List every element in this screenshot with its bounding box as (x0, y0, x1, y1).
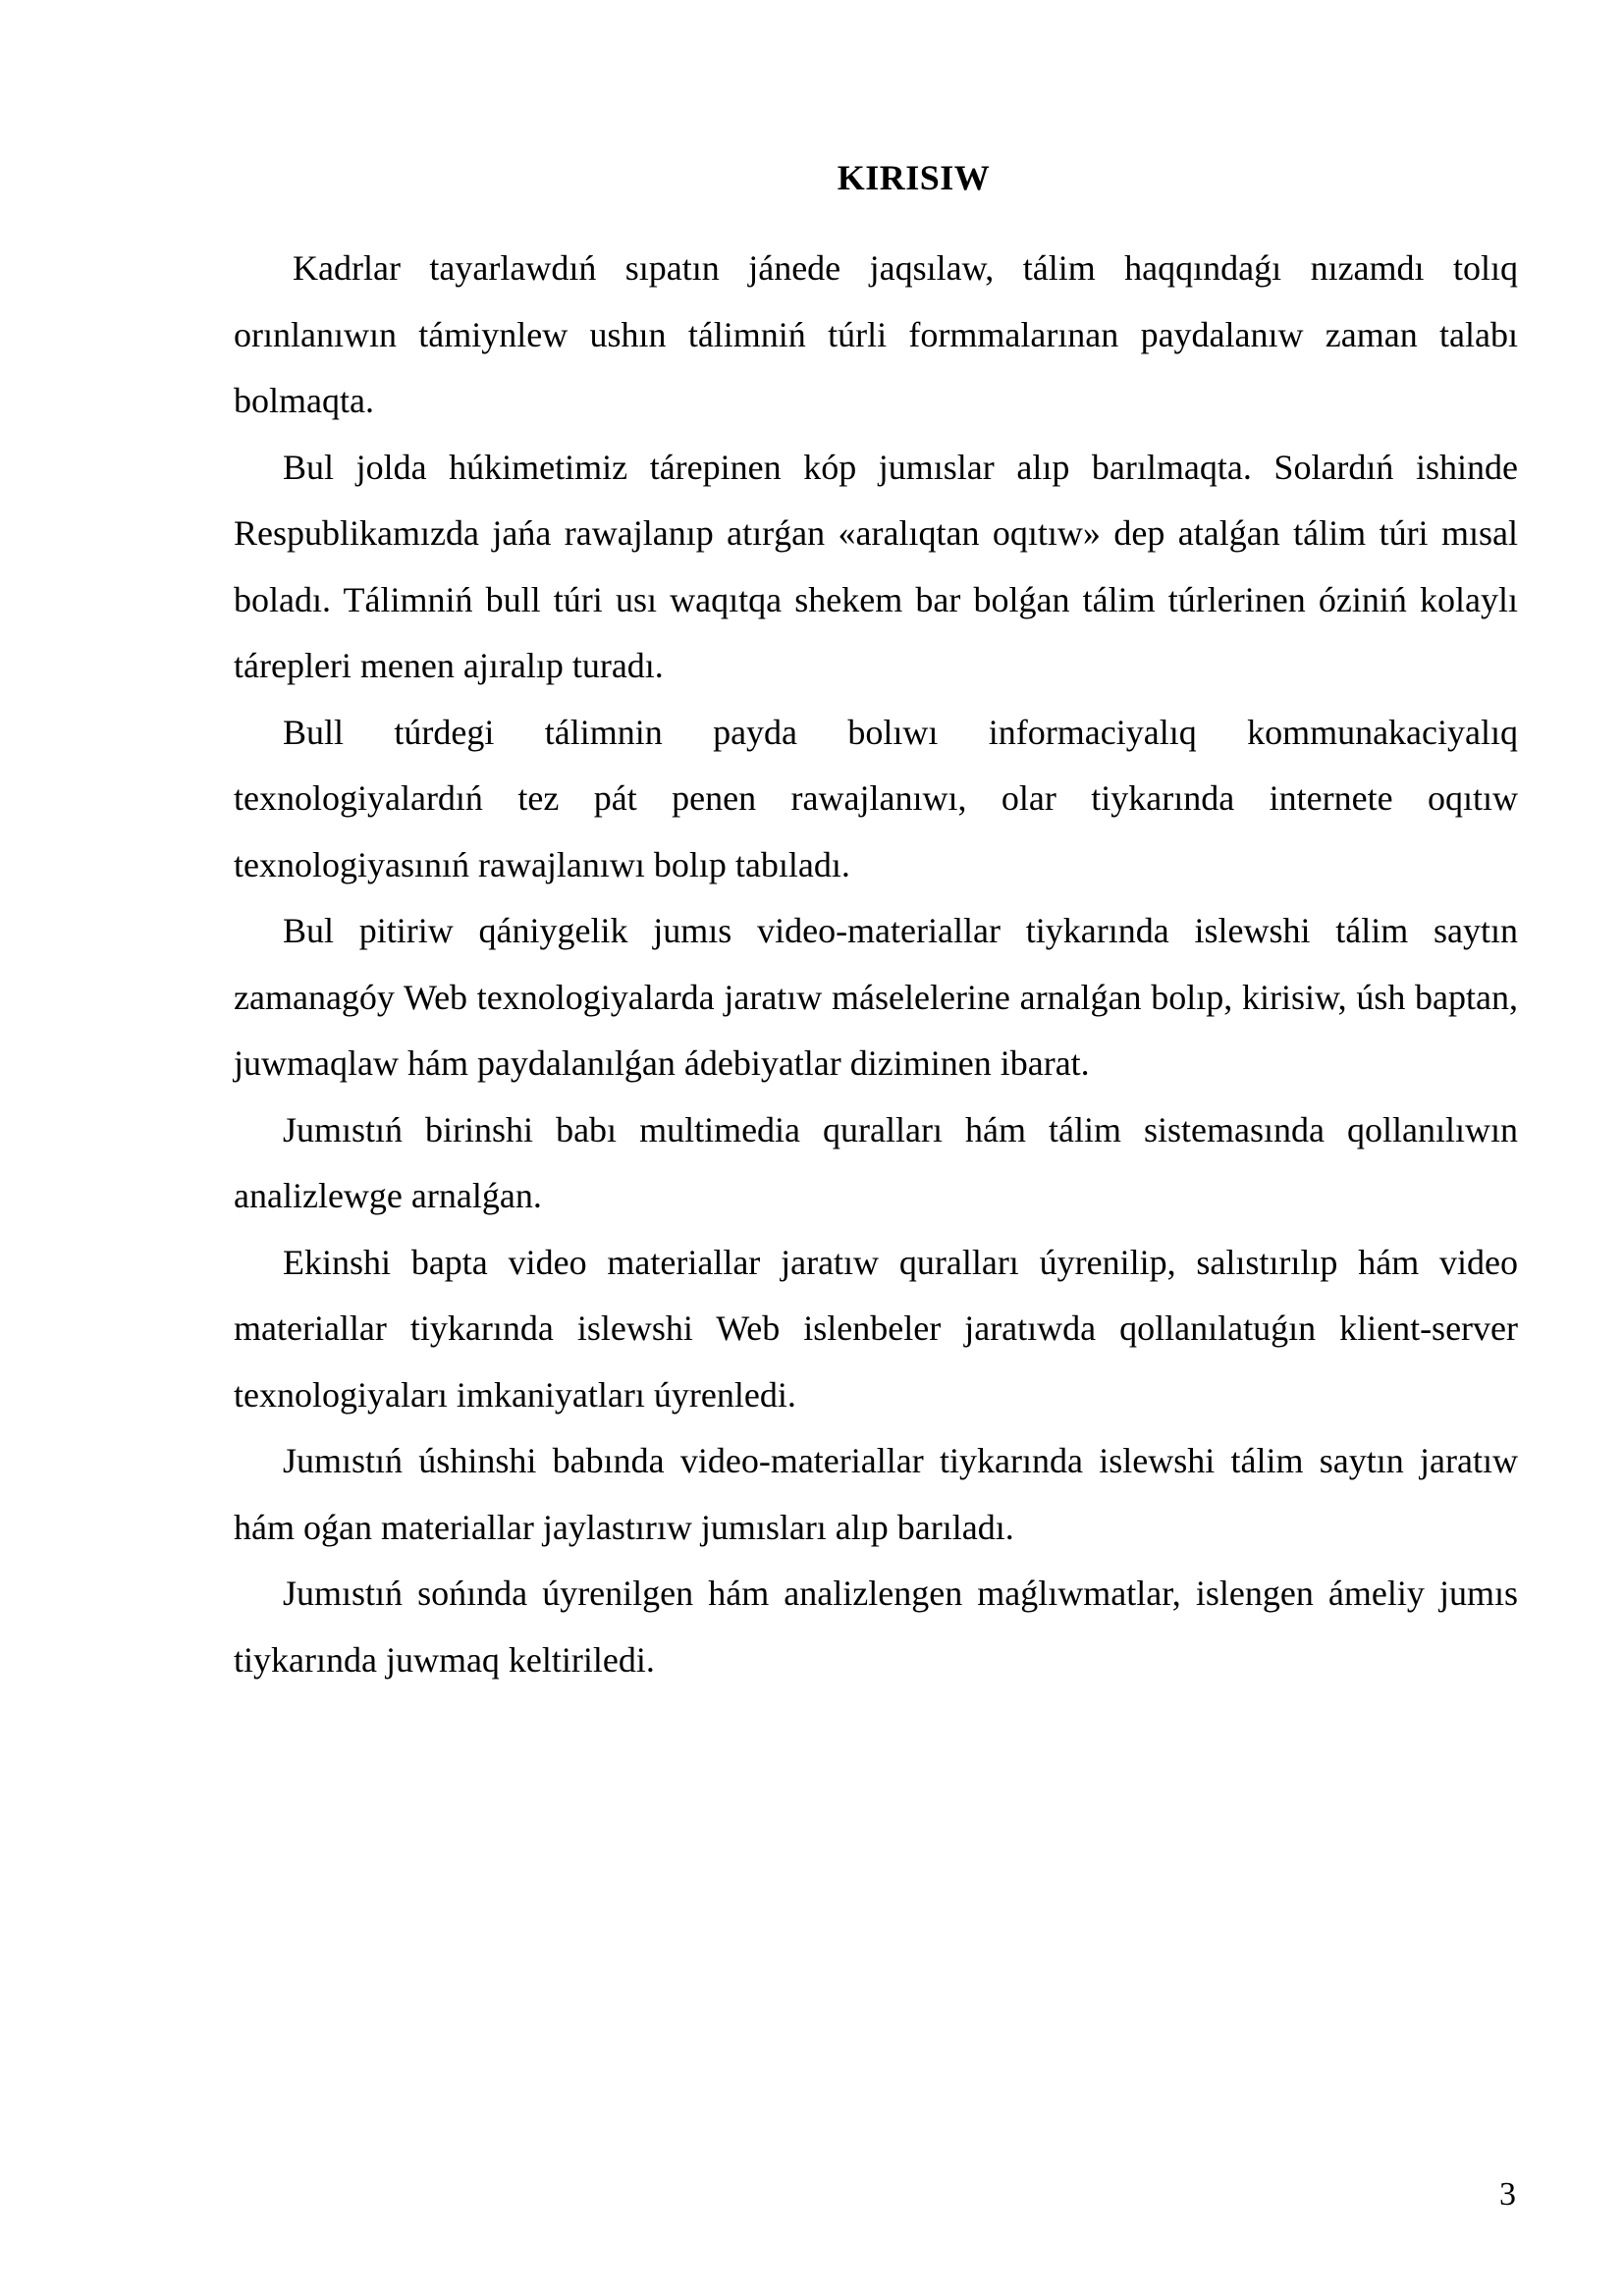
paragraph-4: Bul pitiriw qániygelik jumıs video-materiallar tiykarında islewshi tálim saytın zamanagóy Web texnologiyalarda jaratıw máselelerine arnalǵan bolıp, kirisiw, úsh baptan, juwmaqlaw hám paydalanılǵan ádebiyatlar diziminen ibarat. (234, 911, 1518, 1083)
paragraph-2: Bul jolda húkimetimiz tárepinen kóp jumıslar alıp barılmaqta. Solardıń ishinde Respublikamızda jańa rawajlanıp atırǵan «aralıqtan oqıtıw» dep atalǵan tálim túri mısal boladı. Tálimniń bull túri usı waqıtqa shekem bar bolǵan tálim túrlerinen óziniń kolaylı tárepleri menen ajıralıp turadı. (234, 447, 1518, 685)
paragraph-5: Jumıstıń birinshi babı multimedia quralları hám tálim sistemasında qollanılıwın analizlewge arnalǵan. (234, 1109, 1518, 1215)
section-title: KIRISIW (837, 158, 991, 197)
paragraph-1: Kadrlar tayarlawdıń sıpatın jánede jaqsılaw, tálim haqqındaǵı nızamdı tolıq orınlanıwın támiynlew ushın tálimniń túrli formmalarınan paydalanıw zaman talabı bolmaqta. (234, 248, 1518, 420)
paragraph-7: Jumıstıń úshinshi babında video-materiallar tiykarında islewshi tálim saytın jaratıw hám oǵan materiallar jaylastırıw jumısları alıp barıladı. (234, 1441, 1518, 1547)
body-text (234, 236, 1518, 1693)
page-number: 3 (1499, 2176, 1516, 2213)
paragraph-6: Ekinshi bapta video materiallar jaratıw quralları úyrenilip, salıstırılıp hám video materiallar tiykarında islewshi Web islenbeler jaratıwda qollanılatuǵın klient-server texnologiyaları imkaniyatları úyrenledi. (234, 1242, 1518, 1415)
paragraph-8: Jumıstıń sońında úyrenilgen hám analizlengen maǵlıwmatlar, islengen ámeliy jumıs tiykarında juwmaq keltiriledi. (234, 1574, 1518, 1680)
paragraph-3: Bull túrdegi tálimnin payda bolıwı informaciyalıq kommunakaciyalıq texnologiyalardıń tez pát penen rawajlanıwı, olar tiykarında internete oqıtıw texnologiyasınıń rawajlanıwı bolıp tabıladı. (234, 712, 1518, 884)
